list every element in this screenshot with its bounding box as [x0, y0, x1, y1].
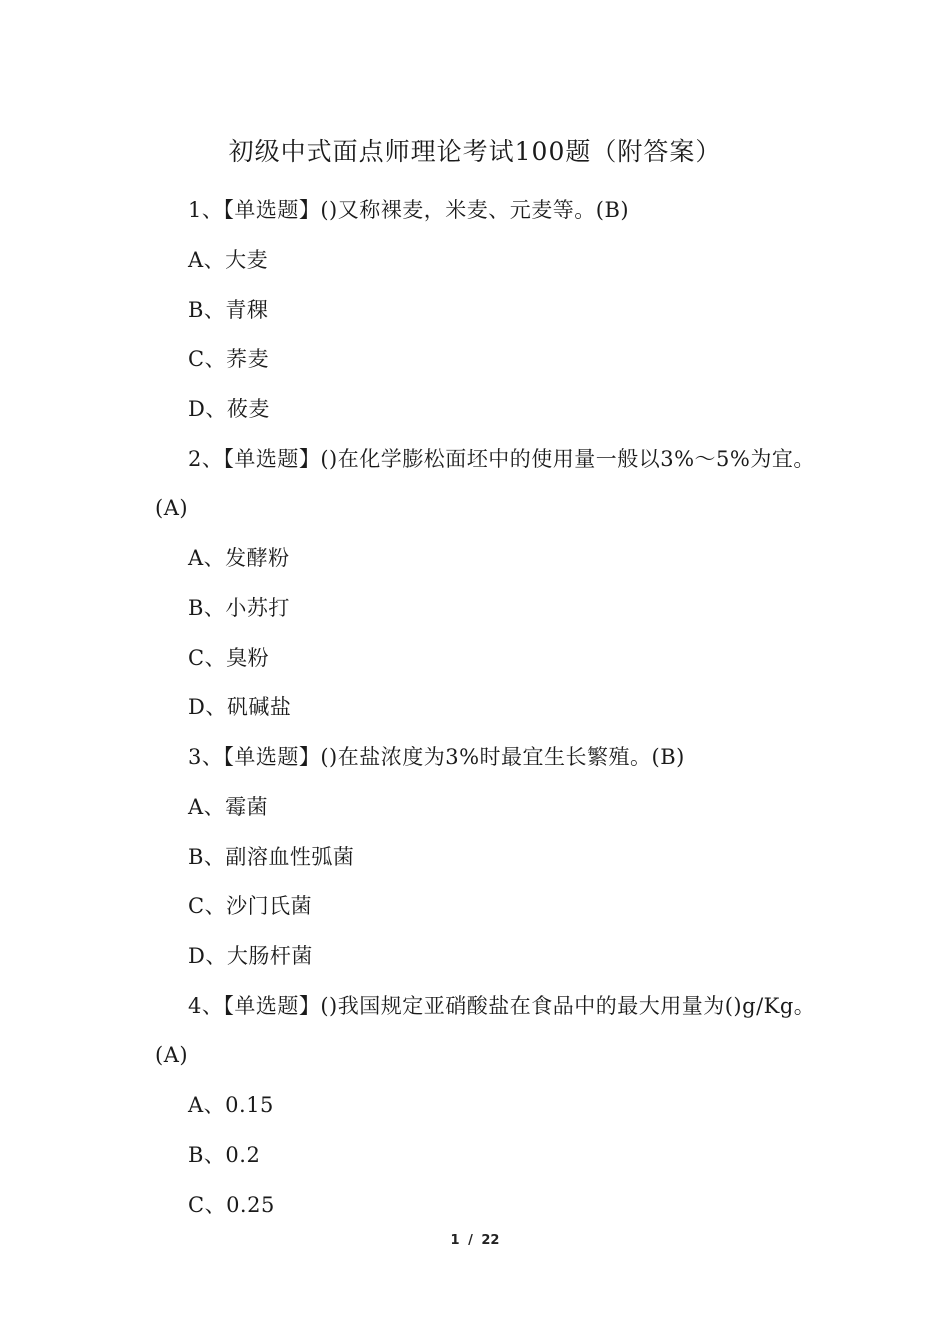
question-4-stem: 4、【单选题】()我国规定亚硝酸盐在食品中的最大用量为()g/Kg。	[188, 994, 816, 1018]
question-1-option-b: B、青稞	[188, 298, 269, 322]
question-2-option-b: B、小苏打	[188, 596, 290, 620]
question-3-option-d: D、大肠杆菌	[188, 944, 313, 968]
question-2-answer: (A)	[155, 496, 189, 520]
question-4-option-a: A、0.15	[188, 1093, 274, 1117]
page-number: 1 / 22	[450, 1233, 500, 1248]
question-2-option-a: A、发酵粉	[188, 546, 290, 570]
question-4-option-c: C、0.25	[188, 1193, 275, 1217]
question-2-option-c: C、臭粉	[188, 646, 270, 670]
question-1-stem: 1、【单选题】()又称裸麦，米麦、元麦等。(B)	[188, 198, 630, 222]
question-4-option-b: B、0.2	[188, 1143, 261, 1167]
question-3-stem: 3、【单选题】()在盐浓度为3%时最宜生长繁殖。(B)	[188, 745, 685, 769]
document-title: 初级中式面点师理论考试100题（附答案）	[228, 137, 722, 166]
question-3-option-c: C、沙门氏菌	[188, 894, 313, 918]
question-2-stem: 2、【单选题】()在化学膨松面坯中的使用量一般以3%～5%为宜。	[188, 447, 815, 471]
question-3-option-b: B、副溶血性弧菌	[188, 845, 355, 869]
question-1-option-a: A、大麦	[188, 248, 269, 272]
question-2-option-d: D、矾碱盐	[188, 695, 292, 719]
question-3-option-a: A、霉菌	[188, 795, 269, 819]
question-1-option-c: C、荞麦	[188, 347, 270, 371]
question-1-option-d: D、莜麦	[188, 397, 270, 421]
question-4-answer: (A)	[155, 1043, 189, 1067]
